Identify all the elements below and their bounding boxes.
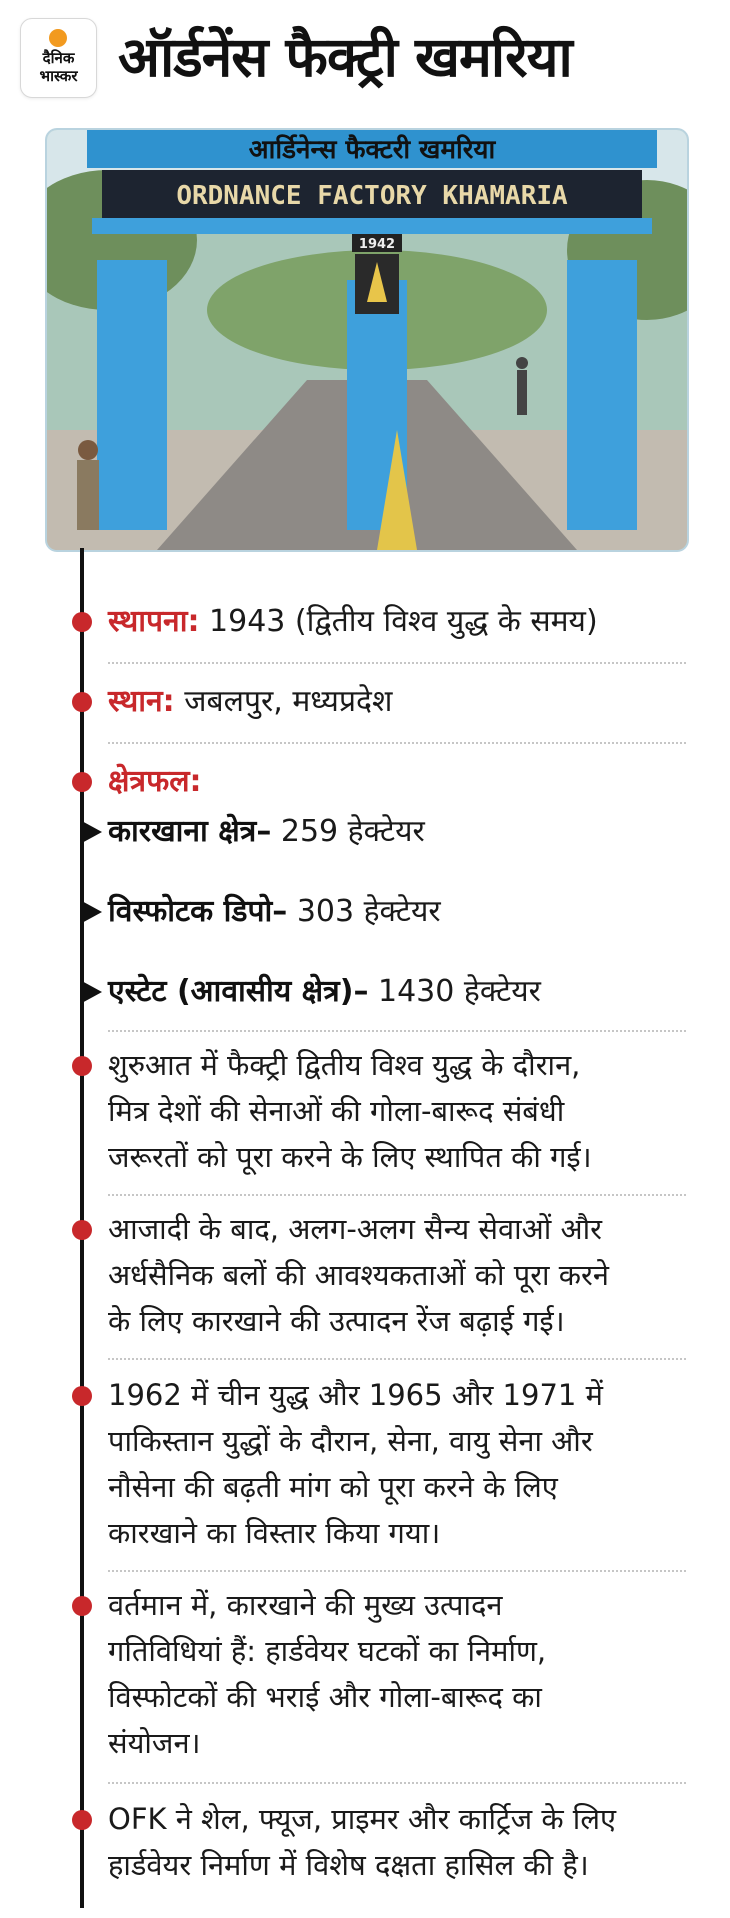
area-item-value: 303 हेक्टेयर <box>296 894 441 929</box>
divider <box>108 1030 686 1032</box>
area-item-label: विस्फोटक डिपो– <box>108 894 288 929</box>
divider <box>108 1570 686 1572</box>
area-item-value: 259 हेक्टेयर <box>280 814 425 849</box>
divider <box>108 1358 686 1360</box>
area-item <box>108 890 698 934</box>
area-label: क्षेत्रफल: <box>108 764 202 799</box>
paragraph-line: आजादी के बाद, अलग-अलग सैन्य सेवाओं और <box>108 1212 602 1246</box>
area-item-label: एस्टेट (आवासीय क्षेत्र)– <box>108 974 369 1009</box>
paragraph-line: गतिविधियां हैं: हार्डवेयर घटकों का निर्माण, <box>108 1634 547 1668</box>
paragraph-line: OFK ने शेल, फ्यूज, प्राइमर और कार्ट्रिज के लिए <box>108 1802 617 1836</box>
founded-row <box>108 600 698 644</box>
founded-label: स्थापना: <box>108 604 200 639</box>
divider <box>108 742 686 744</box>
factory-gate-photo <box>45 128 689 552</box>
arrow-bullet-icon <box>80 820 102 844</box>
timeline-dot <box>72 1220 92 1240</box>
timeline-dot <box>72 1810 92 1830</box>
paragraph <box>108 1582 688 1766</box>
paragraph-line: पाकिस्तान युद्धों के दौरान, सेना, वायु सेना और <box>108 1424 593 1458</box>
arrow-bullet-icon <box>80 900 102 924</box>
location-value: जबलपुर, मध्यप्रदेश <box>184 684 393 719</box>
sign-hindi-text: आर्डिनेन्स फैक्टरी खमरिया <box>248 135 496 165</box>
logo-line-2: भास्कर <box>39 67 78 85</box>
timeline-dot <box>72 612 92 632</box>
timeline-dot <box>72 1056 92 1076</box>
paragraph-line: 1962 में चीन युद्ध और 1965 और 1971 में <box>108 1378 603 1412</box>
area-row <box>108 760 698 804</box>
paragraph-line: हार्डवेयर निर्माण में विशेष दक्षता हासिल की है। <box>108 1848 589 1882</box>
sign-english-text: ORDNANCE FACTORY KHAMARIA <box>176 181 568 211</box>
divider <box>108 1194 686 1196</box>
paragraph <box>108 1372 688 1556</box>
area-item-value: 1430 हेक्टेयर <box>378 974 541 1009</box>
sign-year-text: 1942 <box>358 237 396 252</box>
logo-line-1: दैनिक <box>42 49 75 67</box>
logo-sun-icon <box>49 29 67 47</box>
location-label: स्थान: <box>108 684 175 719</box>
paragraph-line: संयोजन। <box>108 1726 201 1760</box>
paragraph-line: कारखाने का विस्तार किया गया। <box>108 1516 441 1550</box>
timeline-dot <box>72 1596 92 1616</box>
timeline-dot <box>72 772 92 792</box>
area-item-label: कारखाना क्षेत्र– <box>108 814 272 849</box>
paragraph-line: अर्धसैनिक बलों की आवश्यकताओं को पूरा करने <box>108 1258 610 1292</box>
paragraph-line: नौसेना की बढ़ती मांग को पूरा करने के लिए <box>108 1470 558 1504</box>
divider <box>108 1782 686 1784</box>
founded-value: 1943 (द्वितीय विश्व युद्ध के समय) <box>209 604 598 639</box>
paragraph-line: के लिए कारखाने की उत्पादन रेंज बढ़ाई गई। <box>108 1304 565 1338</box>
paragraph-line: मित्र देशों की सेनाओं की गोला-बारूद संबंधी <box>108 1094 565 1128</box>
page-title: ऑर्डनेंस फैक्ट्री खमरिया <box>118 25 572 89</box>
area-item <box>108 810 698 854</box>
paragraph-line: विस्फोटकों की भराई और गोला-बारूद का <box>108 1680 542 1714</box>
area-item <box>108 970 698 1014</box>
location-row <box>108 680 698 724</box>
timeline-dot <box>72 1386 92 1406</box>
paragraph-line: वर्तमान में, कारखाने की मुख्य उत्पादन <box>108 1588 503 1622</box>
divider <box>108 662 686 664</box>
paragraph <box>108 1042 688 1180</box>
paragraph-line: शुरुआत में फैक्ट्री द्वितीय विश्व युद्ध के दौरान, <box>108 1048 581 1082</box>
paragraph-line: जरूरतों को पूरा करने के लिए स्थापित की गई। <box>108 1140 592 1174</box>
arrow-bullet-icon <box>80 980 102 1004</box>
paragraph <box>108 1796 688 1888</box>
header <box>0 0 730 120</box>
dainik-bhaskar-logo[interactable] <box>20 18 97 98</box>
timeline-dot <box>72 692 92 712</box>
logo-text <box>25 49 92 85</box>
paragraph <box>108 1206 688 1344</box>
